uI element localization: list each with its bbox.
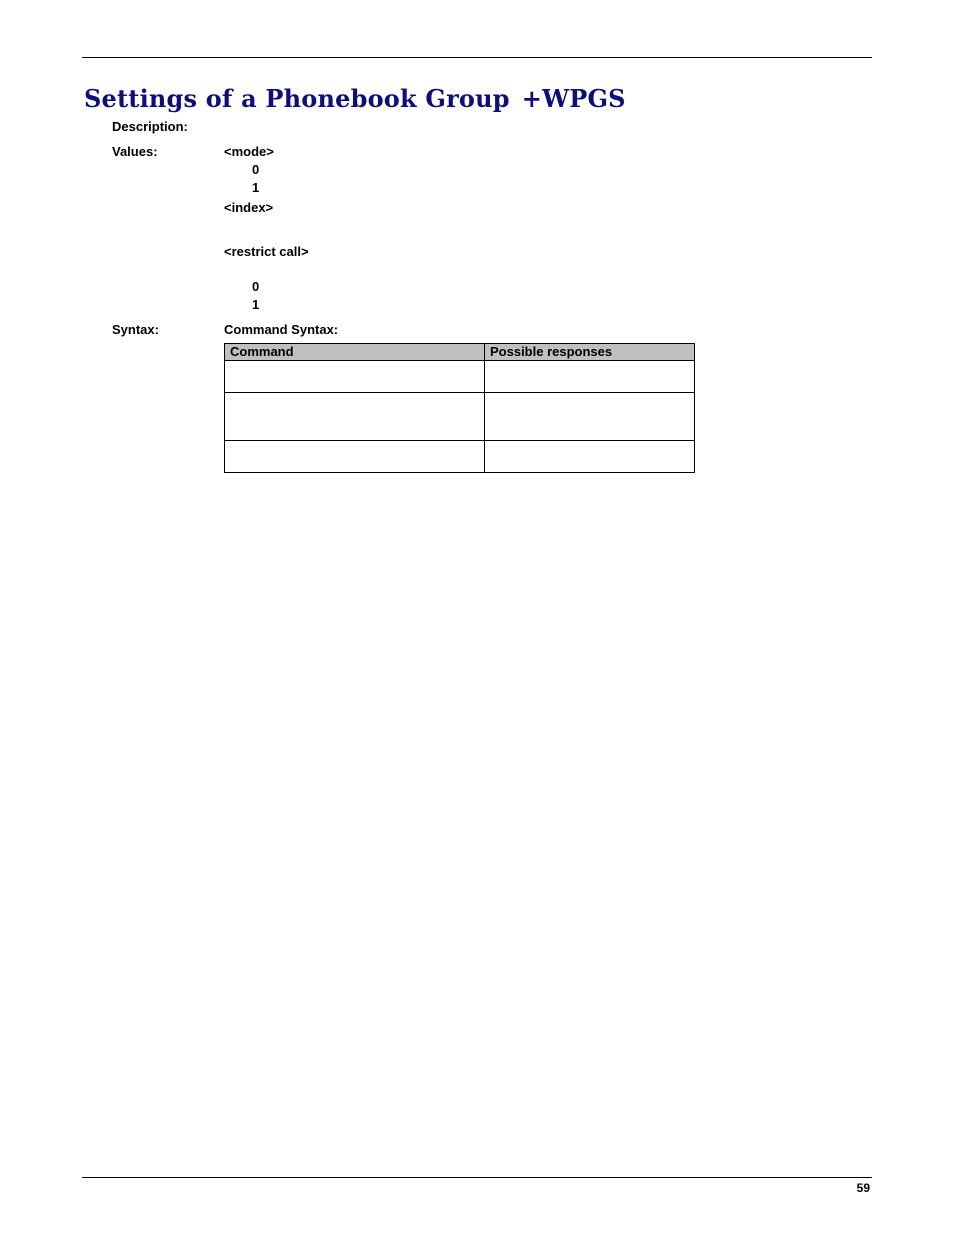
page-number: 59 [856,1181,870,1195]
table-cell-response [485,361,695,393]
command-syntax-heading: Command Syntax: [224,322,339,337]
page-title [84,84,626,113]
table-row [225,441,695,473]
title-text: Settings of a Phonebook Group [84,84,510,113]
footer-rule [82,1177,872,1178]
command-syntax-table [224,343,695,473]
header-rule [82,57,872,58]
mode-value-1: 1 [252,180,260,195]
table-cell-command [225,393,485,441]
index-param: <index> [224,200,274,215]
column-header-command: Command [225,344,485,361]
table-header-row [225,344,695,361]
syntax-label: Syntax: [112,322,159,337]
mode-value-0: 0 [252,162,260,177]
table-row [225,393,695,441]
restrict-value-1: 1 [252,297,260,312]
table-cell-command [225,361,485,393]
table-cell-response [485,393,695,441]
table-cell-response [485,441,695,473]
restrict-value-0: 0 [252,279,260,294]
column-header-responses: Possible responses [485,344,695,361]
restrict-call-param: <restrict call> [224,244,309,259]
table-cell-command [225,441,485,473]
table-row [225,361,695,393]
description-label: Description: [112,119,188,134]
mode-param: <mode> [224,144,274,159]
title-command: +WPGS [521,84,626,113]
values-label: Values: [112,144,158,159]
